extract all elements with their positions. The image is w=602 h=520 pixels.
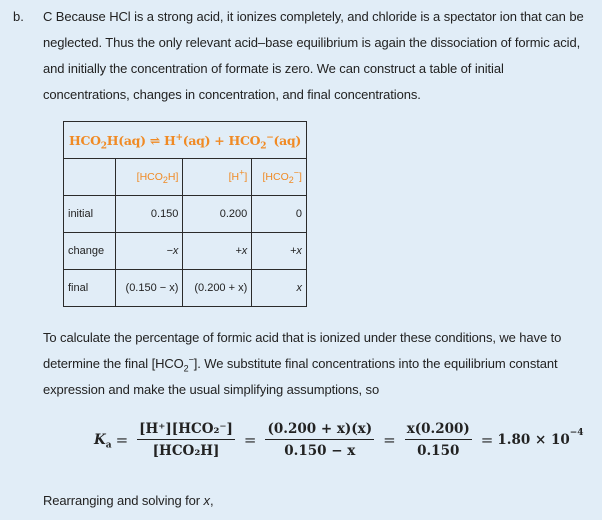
equals-sign: = [115,431,129,449]
cell-value: (0.200 + x) [183,270,252,307]
cell-value: 0.200 [183,196,252,233]
intro-paragraph: C Because HCl is a strong acid, it ionizes completely, and chloride is a spectator ion that can be neglected. Thus the only relevant acid–base equilibrium is again the dissociation of formic acid, and initially the concentration of formate is zero. We can construct a table of initial concentrations, changes in concentration, and final concentrations. [43,9,584,102]
equilibrium-formula [94,421,584,459]
header-row [64,159,307,196]
cell-value: +x [252,233,307,270]
header-hco2-minus: $[HCO_2^-]$ [252,159,307,196]
table-row-final [64,270,307,307]
header-hco2h: $[HCO_2H]$ [115,159,183,196]
row-label: change [64,233,116,270]
ka-symbol: $K_a$ [94,432,112,451]
header-empty-cell [64,159,116,196]
table-row-initial [64,196,307,233]
part-label: b. [13,9,24,24]
equals-sign: = [480,431,494,449]
cell-value: x [252,270,307,307]
equilibrium-equation: $HCO_2H(aq)$ ⇌ $H^+(aq) + HCO_2^-(aq)$ [64,122,307,159]
cell-value: (0.150 − x) [115,270,183,307]
header-h-plus: [H+] [183,159,252,196]
cell-value: −x [115,233,183,270]
table-row-change [64,233,307,270]
cell-value: +x [183,233,252,270]
equals-sign: = [383,431,396,449]
row-label: initial [64,196,116,233]
second-paragraph: To calculate the percentage of formic acid that is ionized under these conditions, we have to determine the final $[HCO_2^-]$. We substitute final concentrations into the equilibrium constant expression and make the usual simplifying assumptions, so [43,330,562,397]
row-label: final [64,270,116,307]
equals-sign: = [243,431,257,449]
ice-table [63,121,307,307]
fraction-substituted: $\frac{(0.200 + x)(x)}{0.150 - x}$ [267,421,373,459]
closing-text: Rearranging and solving for x, [43,493,214,508]
ka-value: $1.80 \times 10^{-4}$ [497,427,584,448]
equation-row [64,122,307,159]
fraction-simplified: $\frac{x(0.200)}{0.150}$ [406,421,470,459]
cell-value: 0 [252,196,307,233]
fraction-expression: $\frac{\text{[H⁺][HCO₂⁻]}}{\text{[HCO₂H]}}$ [139,421,233,459]
cell-value: 0.150 [115,196,183,233]
